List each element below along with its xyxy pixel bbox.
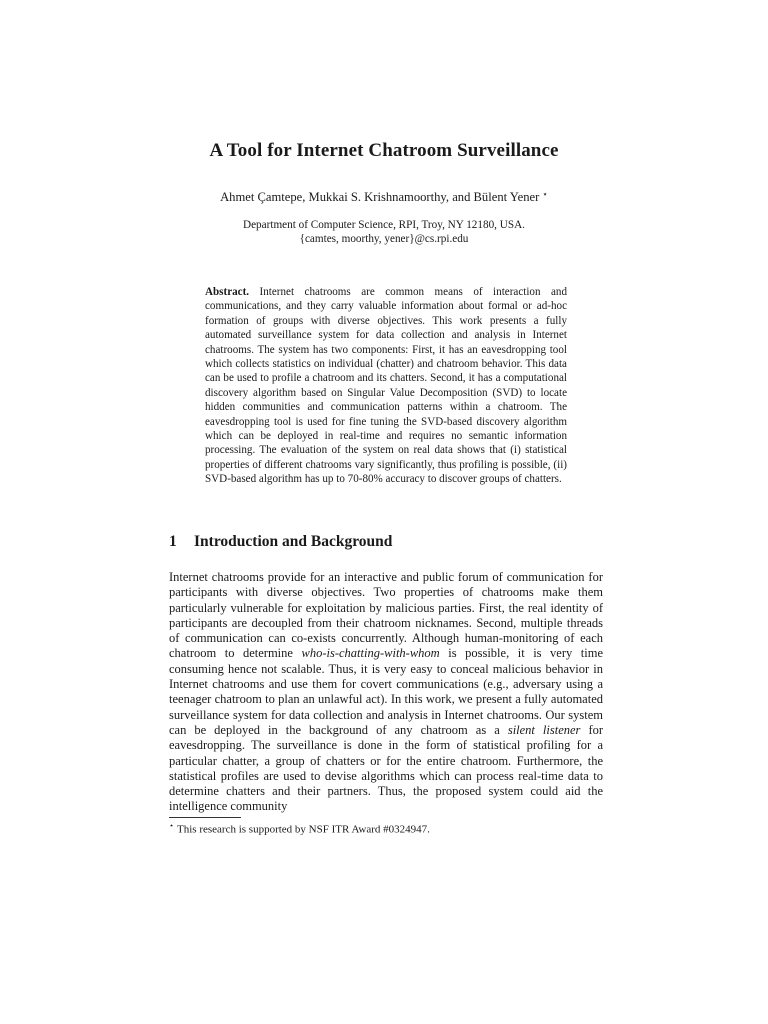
footnote-mark: ⋆ xyxy=(169,821,175,830)
author-list xyxy=(0,190,768,205)
intro-text-part-3: for eavesdropping. The surveillance is done in the form of statistical profiling for a particular chatter, a group of chatters or for the entire chatroom. Furthermore, the statistical profiles are used to devise algorithms which can process real-time data to determine chatters and their partners. Thus, the proposed system could aid the intelligence community xyxy=(169,722,604,814)
abstract-text: Internet chatrooms are common means of interaction and communications, and they carry valuable information about formal or ad-hoc formation of groups with diverse objectives. This work presents a fully automated surveillance system for data collection and analysis in Internet chatrooms. The system has two components: First, it has an eavesdropping tool which collects statistics on individual (chatter) and chatroom behavior. This data can be used to profile a chatroom and its chatters. Second, it has a computational discovery algorithm based on Singular Value Decomposition (SVD) to locate hidden communities and communication patterns within a chatroom. The eavesdropping tool is used for fine tuning the SVD-based discovery algorithm which can be deployed in real-time and requires no semantic information processing. The evaluation of the system on real data shows that (i) statistical properties of different chatrooms vary significantly, thus profiling is possible, (ii) SVD-based algorithm has up to 70-80% accuracy to discover groups of chatters. xyxy=(205,286,567,486)
intro-emphasis-who-chats: who-is-chatting-with-whom xyxy=(301,646,440,661)
authors-text: Ahmet Çamtepe, Mukkai S. Krishnamoorthy, and Bülent Yener xyxy=(220,190,540,204)
section-number: 1 xyxy=(169,533,177,550)
intro-paragraph xyxy=(169,570,603,815)
section-heading xyxy=(169,533,392,551)
footnote-rule xyxy=(169,817,241,818)
intro-emphasis-silent-listener: silent listener xyxy=(507,722,581,737)
section-title: Introduction and Background xyxy=(194,533,393,550)
affiliation: Department of Computer Science, RPI, Troy, NY 12180, USA. xyxy=(243,219,525,231)
abstract xyxy=(205,285,567,487)
intro-text-part-1: Internet chatrooms provide for an interactive and public forum of communication for participants with diverse objectives. Two properties of chatrooms make them particularly vulnerable for exploitation by malicious parties. First, the real identity of participants are decoupled from their chatroom nicknames. Second, multiple threads of communication can co-exists concurrently. Although human-monitoring of each chatroom to determine xyxy=(169,570,603,661)
footnote-marker: ⋆ xyxy=(542,189,548,199)
paper-title: A Tool for Internet Chatroom Surveillance xyxy=(209,140,559,161)
footnote xyxy=(169,821,430,836)
abstract-label: Abstract. xyxy=(205,286,250,298)
author-emails: {camtes, moorthy, yener}@cs.rpi.edu xyxy=(299,233,469,245)
intro-text-part-2: is possible, it is very time consuming hence not scalable. Thus, it is very easy to conceal malicious behavior in Internet chatrooms and use them for covert communications (e.g., adversary using a teenager chatroom to plan an unlawful act). In this work, we present a fully automated surveillance system for data collection and analysis in Internet chatrooms. Our system can be deployed in the background of any chatroom as a xyxy=(169,646,604,737)
footnote-text: This research is supported by NSF ITR Award #0324947. xyxy=(177,823,430,836)
